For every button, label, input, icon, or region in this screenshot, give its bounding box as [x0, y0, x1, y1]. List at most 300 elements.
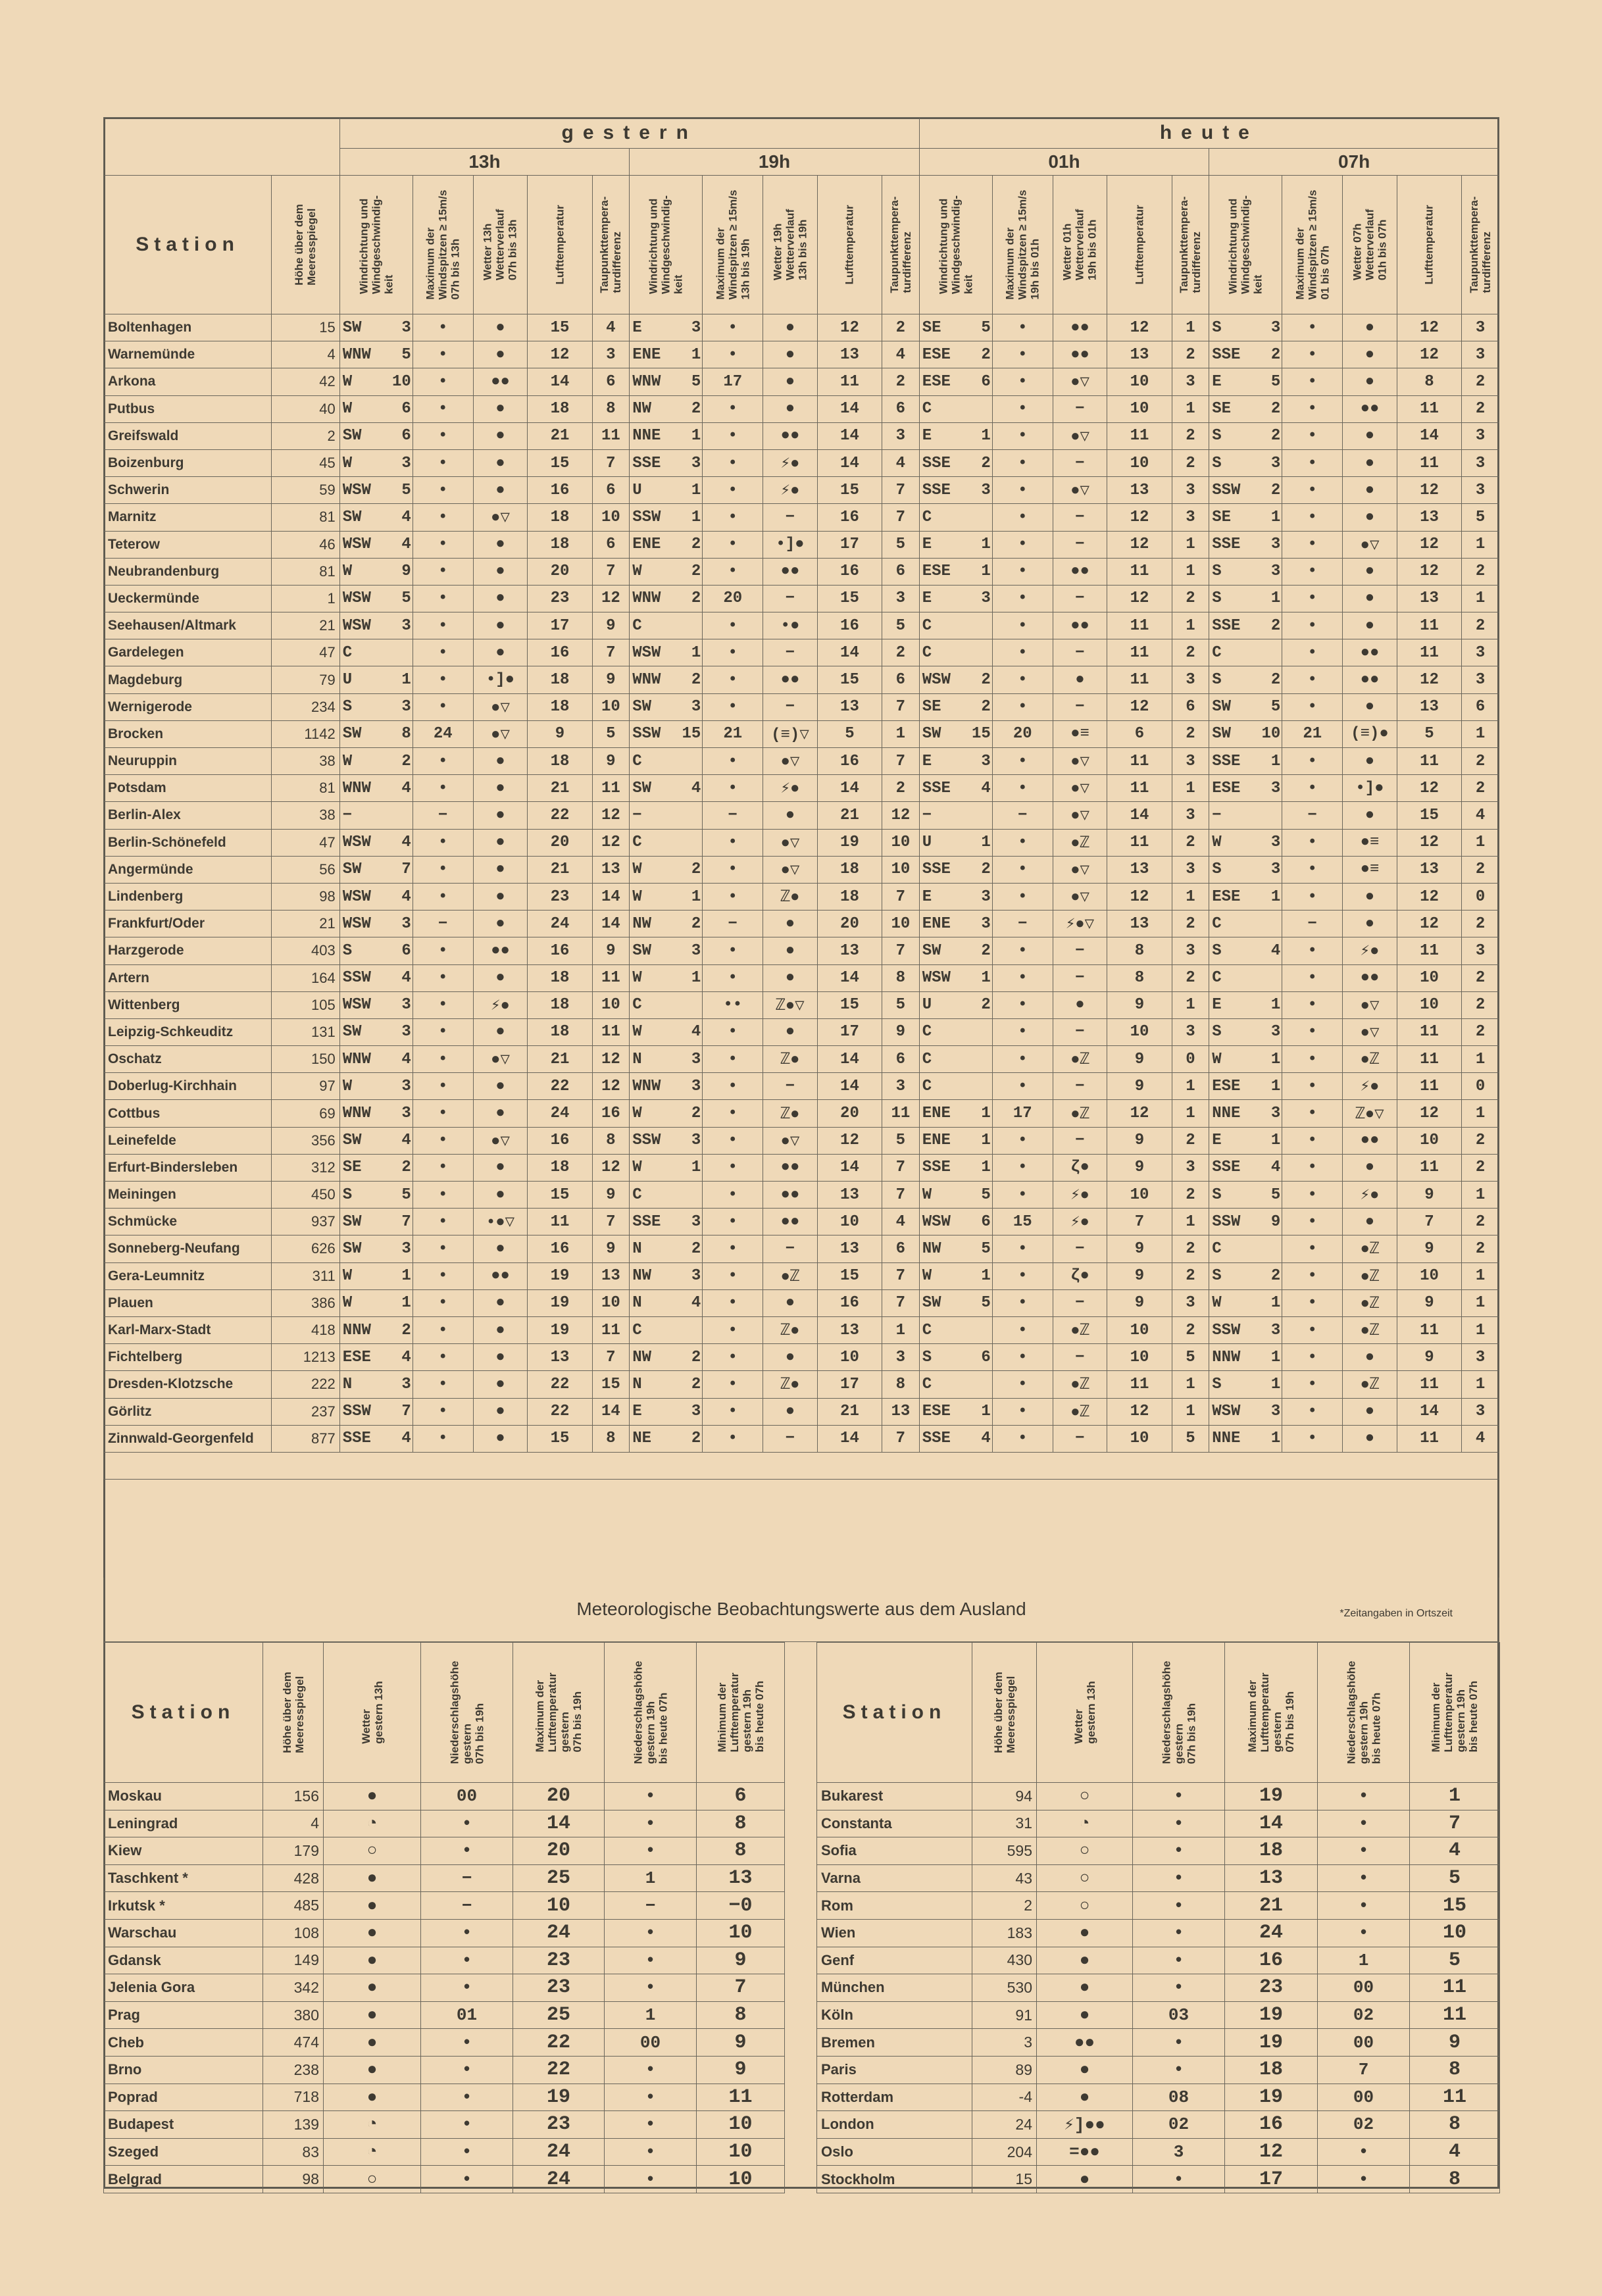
- weather-symbol-13: ●: [473, 341, 528, 368]
- weather-symbol-01: ●▽: [1053, 422, 1107, 449]
- station-row: [104, 964, 1499, 991]
- station-row: [104, 612, 1499, 639]
- ausland-station-name: Köln: [817, 2001, 972, 2029]
- ausland-altitude: 204: [972, 2138, 1037, 2166]
- station-altitude: 356: [272, 1127, 340, 1154]
- station-name: Artern: [104, 964, 272, 991]
- air-temperature-01: 12: [1107, 531, 1172, 558]
- dewpoint-difference-19: 13: [882, 1398, 920, 1425]
- weather-symbol-19: ●: [763, 314, 818, 341]
- wind-gust-max-07: •: [1282, 1127, 1343, 1154]
- air-temperature-19: 13: [817, 1316, 882, 1343]
- ausland-min-temp: 15: [1410, 1892, 1500, 1920]
- station-row: [104, 1182, 1499, 1209]
- dewpoint-difference-07: 3: [1462, 639, 1499, 666]
- wind-gust-max-13: •: [413, 1182, 473, 1209]
- station-name: Wernigerode: [104, 693, 272, 720]
- wind-13: [339, 1425, 413, 1452]
- ausland-left-header-min: Minimum der Lufttemperatur gestern 19h bis heute 07h: [715, 1672, 766, 1753]
- air-temperature-07: 13: [1397, 504, 1461, 531]
- wind-speed-07: 2: [1270, 671, 1281, 689]
- wind-gust-max-01: •: [992, 531, 1053, 558]
- station-row: [104, 314, 1499, 341]
- wind-19: [630, 504, 703, 531]
- air-temperature-13: 19: [528, 1316, 592, 1343]
- wind-gust-max-19: •: [703, 1073, 763, 1100]
- ausland-altitude: 474: [263, 2029, 324, 2057]
- station-row: [104, 585, 1499, 612]
- wind-direction-07: S: [1212, 454, 1222, 472]
- dewpoint-difference-19: 10: [882, 856, 920, 883]
- weather-symbol-19: ●: [763, 341, 818, 368]
- ausland-max-temp: 19: [1225, 2001, 1318, 2029]
- ausland-precip-night: 1: [605, 1864, 697, 1892]
- air-temperature-19: 12: [817, 314, 882, 341]
- wind-gust-max-13: •: [413, 585, 473, 612]
- wind-speed-07: 1: [1270, 1348, 1281, 1366]
- wind-gust-max-19: •: [703, 775, 763, 802]
- dewpoint-difference-01: 2: [1172, 720, 1209, 747]
- wind-speed-07: 5: [1270, 372, 1281, 391]
- ausland-station-name: Oslo: [817, 2138, 972, 2166]
- wind-gust-max-19: •: [703, 883, 763, 910]
- station-altitude: 1142: [272, 720, 340, 747]
- dewpoint-difference-13: 13: [592, 1262, 630, 1289]
- header-luft-13: Lufttemperatur: [553, 205, 566, 285]
- ausland-min-temp: 4: [1410, 1837, 1500, 1865]
- weather-symbol-13: ●: [473, 748, 528, 775]
- wind-direction-13: WSW: [342, 887, 371, 906]
- wind-direction-07: SSE: [1212, 536, 1241, 554]
- air-temperature-19: 21: [817, 1398, 882, 1425]
- wind-gust-max-07: •: [1282, 1398, 1343, 1425]
- weather-symbol-19: •●: [763, 612, 818, 639]
- ausland-min-temp: 10: [697, 2166, 785, 2193]
- ausland-min-temp: 5: [1410, 1864, 1500, 1892]
- air-temperature-01: 9: [1107, 1262, 1172, 1289]
- dewpoint-difference-13: 8: [592, 395, 630, 422]
- station-name: Potsdam: [104, 775, 272, 802]
- weather-symbol-19: ●: [763, 1289, 818, 1316]
- ausland-min-temp: 11: [1410, 2001, 1500, 2029]
- ausland-max-temp: 24: [1225, 1919, 1318, 1947]
- station-name: Angermünde: [104, 856, 272, 883]
- weather-symbol-07: ●ℤ: [1343, 1371, 1397, 1398]
- empty-gap-cell: [104, 1452, 1499, 1479]
- wind-gust-max-01: −: [992, 911, 1053, 937]
- wind-speed-13: 3: [401, 1077, 411, 1095]
- dewpoint-difference-07: 3: [1462, 449, 1499, 476]
- weather-symbol-19: ●▽: [763, 748, 818, 775]
- wind-01: [919, 1235, 992, 1262]
- weather-symbol-19: ⚡●: [763, 775, 818, 802]
- ausland-station-name: Leningrad: [104, 1810, 263, 1837]
- wind-gust-max-01: •: [992, 504, 1053, 531]
- station-altitude: 937: [272, 1209, 340, 1235]
- wind-direction-01: WSW: [922, 969, 951, 987]
- wind-07: [1209, 341, 1282, 368]
- weather-symbol-13: ●: [473, 1289, 528, 1316]
- wind-direction-07: E: [1212, 996, 1222, 1014]
- air-temperature-13: 20: [528, 558, 592, 585]
- dewpoint-difference-07: 2: [1462, 558, 1499, 585]
- station-altitude: 38: [272, 802, 340, 829]
- air-temperature-13: 22: [528, 1371, 592, 1398]
- wind-19: [630, 1209, 703, 1235]
- station-altitude: 59: [272, 477, 340, 504]
- wind-13: [339, 1262, 413, 1289]
- weather-symbol-07: ●: [1343, 477, 1397, 504]
- dewpoint-difference-01: 3: [1172, 368, 1209, 395]
- weather-symbol-19: ●ℤ: [763, 1262, 818, 1289]
- wind-19: [630, 395, 703, 422]
- dewpoint-difference-01: 2: [1172, 911, 1209, 937]
- wind-gust-max-07: •: [1282, 1046, 1343, 1073]
- ausland-weather-symbol: ○: [324, 2166, 421, 2193]
- wind-speed-07: 3: [1270, 562, 1281, 581]
- ausland-precip-day: •: [421, 1947, 513, 1974]
- weather-symbol-07: ●: [1343, 693, 1397, 720]
- station-altitude: 312: [272, 1154, 340, 1181]
- wind-gust-max-13: •: [413, 1046, 473, 1073]
- station-altitude: 21: [272, 911, 340, 937]
- wind-direction-13: ESE: [342, 1348, 371, 1366]
- ausland-row: [817, 1837, 1500, 1865]
- dewpoint-difference-19: 7: [882, 748, 920, 775]
- station-name: Wittenberg: [104, 991, 272, 1018]
- air-temperature-19: 13: [817, 937, 882, 964]
- weather-symbol-07: ●: [1343, 612, 1397, 639]
- dewpoint-difference-13: 9: [592, 1235, 630, 1262]
- dewpoint-difference-13: 16: [592, 1100, 630, 1127]
- ausland-station-name: Varna: [817, 1864, 972, 1892]
- air-temperature-07: 13: [1397, 856, 1461, 883]
- wind-speed-13: 6: [401, 400, 411, 418]
- ausland-precip-night: •: [1318, 2138, 1410, 2166]
- wind-gust-max-13: •: [413, 449, 473, 476]
- weather-symbol-01: −: [1053, 639, 1107, 666]
- wind-07: [1209, 1046, 1282, 1073]
- dewpoint-difference-13: 4: [592, 314, 630, 341]
- wind-speed-01: 1: [981, 1159, 991, 1177]
- wind-speed-19: 2: [691, 562, 701, 581]
- ausland-precip-day: −: [421, 1892, 513, 1920]
- dewpoint-difference-13: 14: [592, 883, 630, 910]
- dewpoint-difference-13: 6: [592, 477, 630, 504]
- wind-13: [339, 504, 413, 531]
- wind-speed-07: 1: [1270, 508, 1281, 526]
- wind-07: [1209, 449, 1282, 476]
- air-temperature-01: 11: [1107, 829, 1172, 856]
- air-temperature-13: 18: [528, 1154, 592, 1181]
- wind-gust-max-19: ••: [703, 991, 763, 1018]
- station-name: Seehausen/Altmark: [104, 612, 272, 639]
- ausland-row: [817, 2166, 1500, 2193]
- weather-symbol-01: ●▽: [1053, 856, 1107, 883]
- ausland-station-name: Jelenia Gora: [104, 1974, 263, 2002]
- wind-speed-13: 3: [401, 1375, 411, 1393]
- wind-19: [630, 829, 703, 856]
- wind-direction-13: W: [342, 400, 353, 418]
- ausland-precip-day: 3: [1133, 2138, 1225, 2166]
- ausland-min-temp: 13: [697, 1864, 785, 1892]
- dewpoint-difference-19: 8: [882, 1371, 920, 1398]
- wind-direction-19: N: [632, 1239, 642, 1258]
- wind-13: [339, 911, 413, 937]
- wind-direction-07: C: [1212, 969, 1222, 987]
- wind-direction-07: S: [1212, 671, 1222, 689]
- station-altitude: 47: [272, 829, 340, 856]
- ausland-altitude: 530: [972, 1974, 1037, 2002]
- wind-direction-01: ESE: [922, 345, 951, 364]
- wind-speed-13: 7: [401, 1212, 411, 1231]
- wind-01: [919, 1209, 992, 1235]
- wind-direction-13: SW: [342, 1132, 362, 1150]
- weather-symbol-19: ℤ●: [763, 1046, 818, 1073]
- wind-gust-max-01: •: [992, 422, 1053, 449]
- station-row: [104, 1316, 1499, 1343]
- ausland-station-name: Budapest: [104, 2111, 263, 2139]
- wind-speed-19: 3: [691, 698, 701, 716]
- dewpoint-difference-01: 2: [1172, 341, 1209, 368]
- wind-13: [339, 368, 413, 395]
- station-altitude: 234: [272, 693, 340, 720]
- dewpoint-difference-13: 11: [592, 964, 630, 991]
- weather-symbol-01: ●▽: [1053, 368, 1107, 395]
- wind-direction-01: C: [922, 400, 932, 418]
- wind-speed-19: 3: [691, 1267, 701, 1285]
- ausland-precip-day: •: [421, 2138, 513, 2166]
- wind-speed-01: 1: [981, 427, 991, 445]
- wind-gust-max-01: •: [992, 1182, 1053, 1209]
- wind-direction-07: SSE: [1212, 345, 1241, 364]
- ausland-max-temp: 24: [513, 2138, 605, 2166]
- wind-speed-13: 9: [401, 562, 411, 581]
- ausland-row: [104, 1783, 785, 1810]
- ausland-precip-night: •: [605, 1810, 697, 1837]
- ausland-min-temp: 8: [697, 1810, 785, 1837]
- weather-symbol-01: −: [1053, 937, 1107, 964]
- air-temperature-01: 6: [1107, 720, 1172, 747]
- ausland-precip-night: 00: [605, 2029, 697, 2057]
- wind-gust-max-01: •: [992, 585, 1053, 612]
- weather-symbol-07: ⚡●: [1343, 1073, 1397, 1100]
- wind-direction-13: SW: [342, 427, 362, 445]
- dewpoint-difference-19: 7: [882, 504, 920, 531]
- wind-gust-max-01: •: [992, 1018, 1053, 1045]
- wind-07: [1209, 477, 1282, 504]
- air-temperature-01: 11: [1107, 666, 1172, 693]
- dewpoint-difference-01: 1: [1172, 1371, 1209, 1398]
- dewpoint-difference-19: 5: [882, 531, 920, 558]
- wind-speed-01: 1: [981, 969, 991, 987]
- ausland-min-temp: 7: [1410, 1810, 1500, 1837]
- wind-speed-01: 2: [981, 345, 991, 364]
- weather-symbol-01: ⚡●: [1053, 1209, 1107, 1235]
- air-temperature-01: 12: [1107, 504, 1172, 531]
- ausland-left-station-header: Station: [104, 1643, 263, 1783]
- wind-direction-01: SSE: [922, 1159, 951, 1177]
- wind-gust-max-13: •: [413, 422, 473, 449]
- air-temperature-13: 16: [528, 639, 592, 666]
- header-wind-01: Windrichtung und Windgeschwindig- keit: [937, 195, 975, 295]
- header-luft-19: Lufttemperatur: [843, 205, 856, 285]
- wind-19: [630, 720, 703, 747]
- header-max-19: Maximum der Windspitzen ≥ 15m/s 13h bis 19h: [714, 189, 752, 300]
- wind-direction-19: C: [632, 1185, 642, 1204]
- wind-gust-max-19: •: [703, 1154, 763, 1181]
- ausland-altitude: 4: [263, 1810, 324, 1837]
- air-temperature-13: 16: [528, 477, 592, 504]
- air-temperature-13: 15: [528, 1182, 592, 1209]
- wind-direction-07: S: [1212, 318, 1222, 337]
- station-altitude: 56: [272, 856, 340, 883]
- wind-speed-01: 5: [981, 318, 991, 337]
- ausland-altitude: 3: [972, 2029, 1037, 2057]
- weather-symbol-01: −: [1053, 449, 1107, 476]
- wind-speed-19: 5: [691, 372, 701, 391]
- ausland-right-header-nied2: Niederschlagshöhe gestern 19h bis heute 07h: [1345, 1660, 1382, 1764]
- ausland-row: [104, 2056, 785, 2084]
- air-temperature-19: 15: [817, 1262, 882, 1289]
- wind-direction-01: SE: [922, 318, 941, 337]
- wind-gust-max-13: •: [413, 883, 473, 910]
- dewpoint-difference-13: 9: [592, 748, 630, 775]
- weather-symbol-13: ●: [473, 1235, 528, 1262]
- wind-direction-07: ESE: [1212, 1077, 1241, 1095]
- header-wetter-13: Wetter 13h Wetterverlauf 07h bis 13h: [481, 209, 519, 281]
- ausland-station-name: Warschau: [104, 1919, 263, 1947]
- dewpoint-difference-01: 2: [1172, 422, 1209, 449]
- wind-direction-01: C: [922, 1023, 932, 1041]
- weather-symbol-07: ●ℤ: [1343, 1289, 1397, 1316]
- air-temperature-13: 19: [528, 1262, 592, 1289]
- wind-gust-max-01: •: [992, 477, 1053, 504]
- air-temperature-19: 17: [817, 1371, 882, 1398]
- weather-symbol-01: ●ℤ: [1053, 829, 1107, 856]
- wind-07: [1209, 504, 1282, 531]
- ausland-station-name: Bremen: [817, 2029, 972, 2057]
- wind-19: [630, 964, 703, 991]
- ausland-min-temp: 10: [697, 1919, 785, 1947]
- wind-gust-max-19: •: [703, 666, 763, 693]
- dewpoint-difference-07: 0: [1462, 883, 1499, 910]
- ausland-max-temp: 18: [1225, 1837, 1318, 1865]
- wind-13: [339, 1209, 413, 1235]
- weather-symbol-13: ●: [473, 1018, 528, 1045]
- wind-speed-13: 4: [401, 834, 411, 852]
- wind-07: [1209, 775, 1282, 802]
- ausland-precip-night: 00: [1318, 1974, 1410, 2002]
- ausland-precip-day: 02: [1133, 2111, 1225, 2139]
- station-altitude: 46: [272, 531, 340, 558]
- wind-13: [339, 1344, 413, 1371]
- ausland-precip-night: •: [605, 2084, 697, 2111]
- air-temperature-13: 18: [528, 395, 592, 422]
- station-name: Boltenhagen: [104, 314, 272, 341]
- ausland-min-temp: 6: [697, 1783, 785, 1810]
- weather-symbol-07: ●: [1343, 883, 1397, 910]
- wind-01: [919, 449, 992, 476]
- weather-symbol-07: ●▽: [1343, 531, 1397, 558]
- wind-direction-01: E: [922, 887, 932, 906]
- wind-speed-01: 4: [981, 779, 991, 797]
- wind-13: [339, 477, 413, 504]
- wind-19: [630, 531, 703, 558]
- air-temperature-07: 10: [1397, 1127, 1461, 1154]
- header-taupunkt-19: Taupunkttempera- turdifferenz: [888, 196, 913, 293]
- dewpoint-difference-19: 7: [882, 1262, 920, 1289]
- dewpoint-difference-19: 11: [882, 1100, 920, 1127]
- wind-speed-13: 7: [401, 1403, 411, 1421]
- wind-gust-max-13: •: [413, 775, 473, 802]
- wind-gust-max-19: •: [703, 1371, 763, 1398]
- dewpoint-difference-01: 3: [1172, 1154, 1209, 1181]
- wind-gust-max-13: •: [413, 856, 473, 883]
- wind-speed-07: 1: [1270, 589, 1281, 608]
- air-temperature-01: 13: [1107, 856, 1172, 883]
- weather-symbol-19: •]●: [763, 531, 818, 558]
- wind-07: [1209, 1425, 1282, 1452]
- weather-symbol-19: −: [763, 1073, 818, 1100]
- ausland-min-temp: −0: [697, 1892, 785, 1920]
- wind-gust-max-19: •: [703, 1262, 763, 1289]
- wind-19: [630, 775, 703, 802]
- air-temperature-01: 12: [1107, 1100, 1172, 1127]
- weather-symbol-13: ●: [473, 558, 528, 585]
- wind-direction-01: ENE: [922, 914, 951, 933]
- ausland-max-temp: 24: [513, 1919, 605, 1947]
- wind-gust-max-19: •: [703, 1100, 763, 1127]
- wind-speed-19: 3: [691, 318, 701, 337]
- dewpoint-difference-07: 2: [1462, 748, 1499, 775]
- air-temperature-19: 14: [817, 639, 882, 666]
- wind-01: [919, 1046, 992, 1073]
- wind-19: [630, 1425, 703, 1452]
- wind-direction-13: WNW: [342, 1105, 371, 1123]
- ausland-altitude: 43: [972, 1864, 1037, 1892]
- weather-symbol-13: ●: [473, 1371, 528, 1398]
- air-temperature-13: 17: [528, 612, 592, 639]
- wind-19: [630, 1316, 703, 1343]
- dewpoint-difference-01: 3: [1172, 937, 1209, 964]
- air-temperature-19: 16: [817, 558, 882, 585]
- air-temperature-01: 10: [1107, 1316, 1172, 1343]
- station-altitude: 222: [272, 1371, 340, 1398]
- wind-direction-19: NW: [632, 1348, 652, 1366]
- ausland-right-header-min: Minimum der Lufttemperatur gestern 19h bis heute 07h: [1430, 1672, 1480, 1753]
- air-temperature-07: 9: [1397, 1235, 1461, 1262]
- wind-gust-max-19: −: [703, 911, 763, 937]
- wind-13: [339, 1316, 413, 1343]
- wind-07: [1209, 1344, 1282, 1371]
- air-temperature-07: 14: [1397, 1398, 1461, 1425]
- dewpoint-difference-13: 6: [592, 368, 630, 395]
- domestic-observation-table: [103, 117, 1499, 1480]
- air-temperature-19: 14: [817, 395, 882, 422]
- wind-gust-max-07: •: [1282, 1316, 1343, 1343]
- weather-symbol-07: ●: [1343, 504, 1397, 531]
- dewpoint-difference-07: 5: [1462, 504, 1499, 531]
- station-altitude: 2: [272, 422, 340, 449]
- ausland-precip-day: •: [421, 1974, 513, 2002]
- station-altitude: 450: [272, 1182, 340, 1209]
- dewpoint-difference-07: 3: [1462, 477, 1499, 504]
- wind-19: [630, 314, 703, 341]
- ausland-altitude: 485: [263, 1892, 324, 1920]
- wind-gust-max-01: •: [992, 666, 1053, 693]
- dewpoint-difference-19: 7: [882, 477, 920, 504]
